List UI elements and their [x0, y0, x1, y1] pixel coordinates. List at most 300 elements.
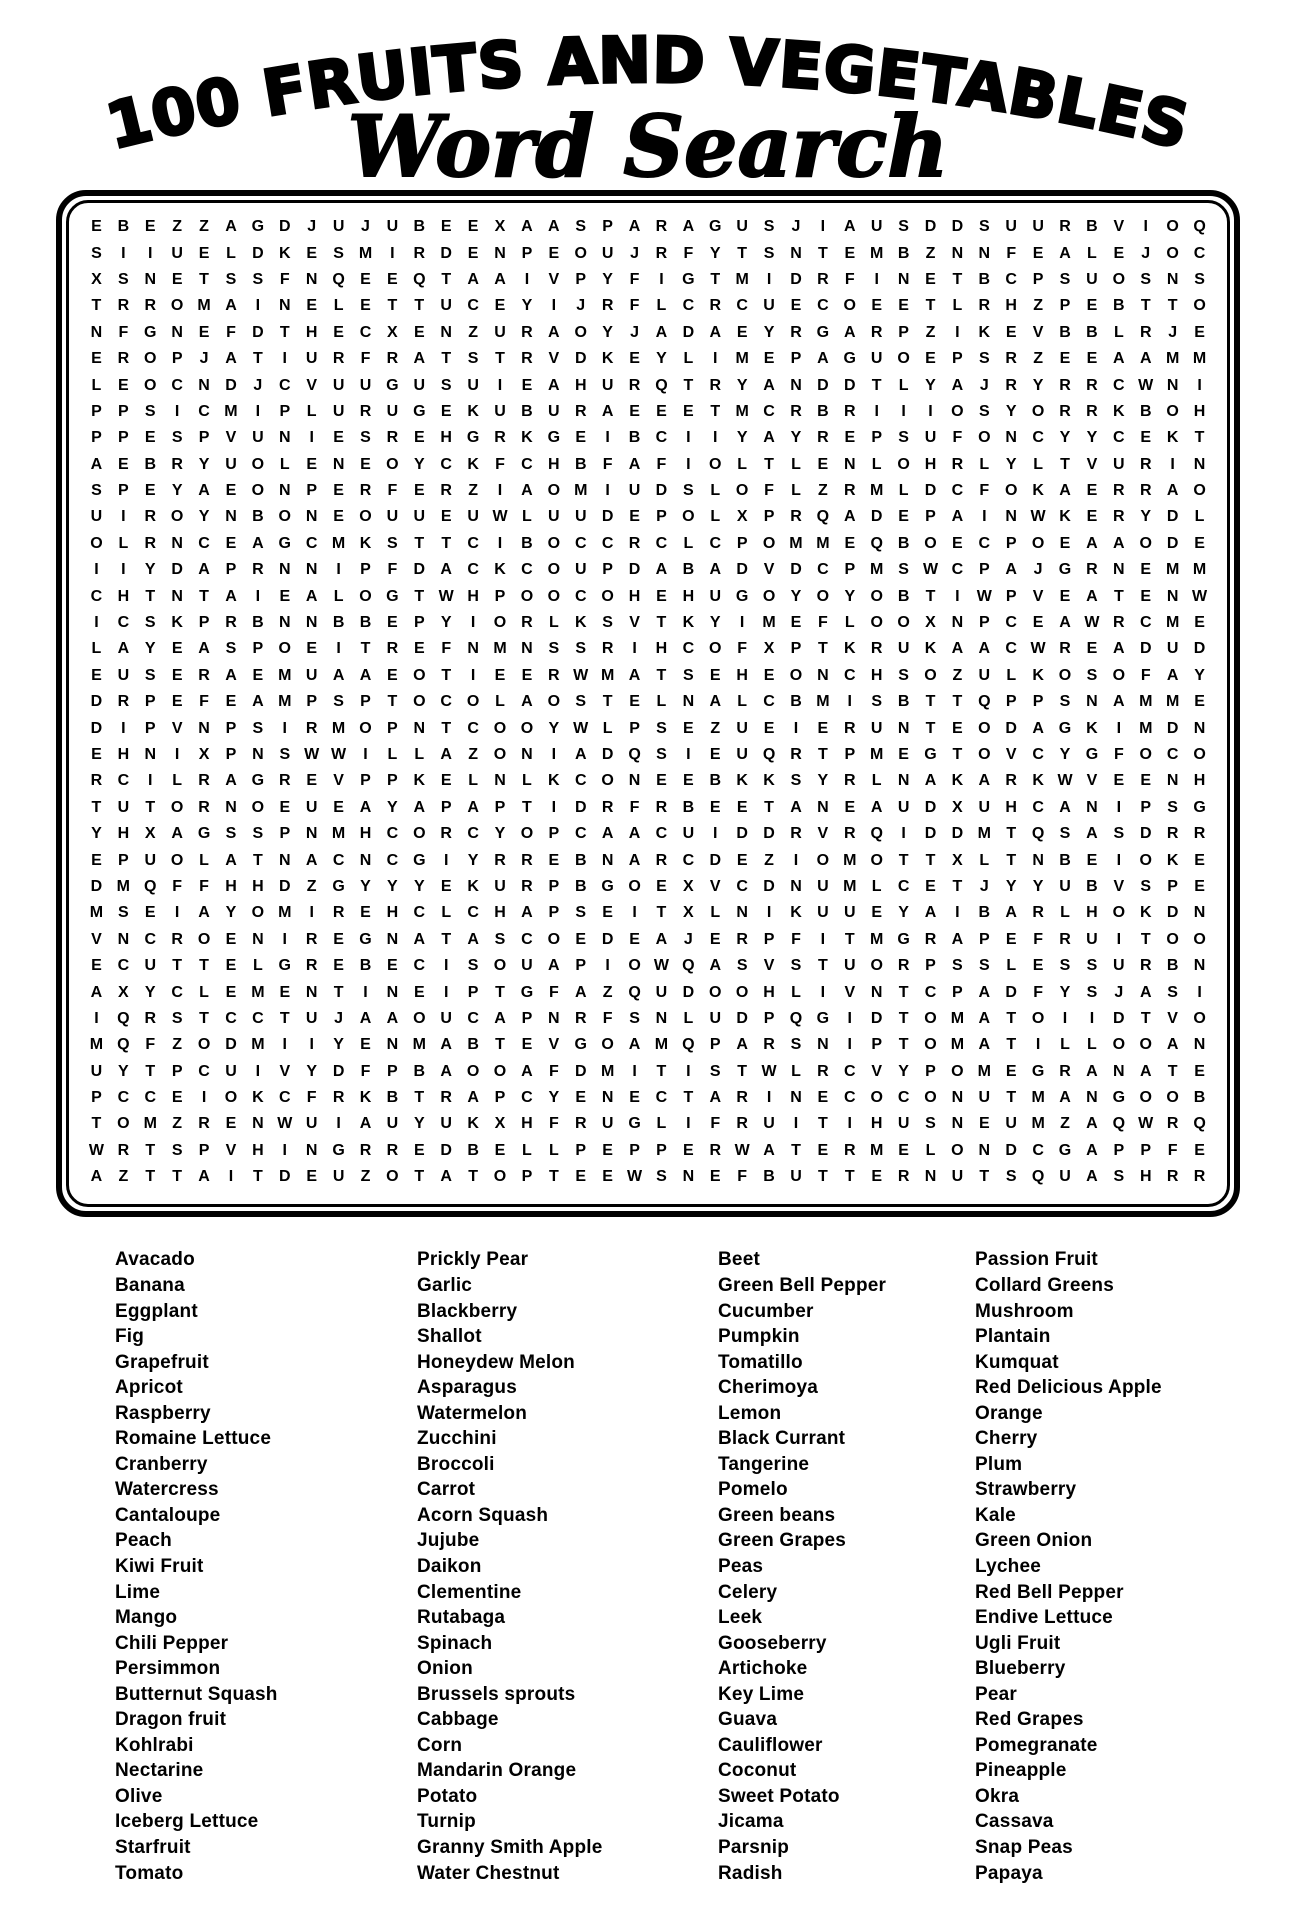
- grid-cell[interactable]: L: [522, 772, 532, 790]
- grid-cell[interactable]: E: [1086, 640, 1098, 658]
- grid-cell[interactable]: K: [924, 640, 937, 658]
- grid-cell[interactable]: O: [978, 746, 991, 763]
- grid-cell[interactable]: T: [414, 534, 425, 552]
- grid-cell[interactable]: E: [629, 1089, 640, 1107]
- grid-cell[interactable]: J: [1033, 561, 1043, 579]
- grid-cell[interactable]: G: [278, 534, 291, 552]
- grid-cell[interactable]: A: [655, 930, 668, 948]
- grid-cell[interactable]: C: [924, 983, 937, 1001]
- grid-cell[interactable]: E: [817, 455, 829, 473]
- grid-cell[interactable]: C: [655, 429, 668, 447]
- grid-cell[interactable]: B: [682, 798, 695, 816]
- grid-cell[interactable]: G: [1058, 561, 1072, 579]
- grid-cell[interactable]: E: [306, 297, 318, 315]
- grid-cell[interactable]: I: [901, 825, 906, 843]
- grid-cell[interactable]: C: [682, 297, 695, 315]
- grid-cell[interactable]: R: [601, 798, 614, 816]
- grid-cell[interactable]: V: [548, 350, 560, 368]
- grid-cell[interactable]: A: [359, 1009, 372, 1027]
- grid-cell[interactable]: H: [440, 429, 452, 447]
- grid-cell[interactable]: Q: [1031, 825, 1045, 843]
- grid-cell[interactable]: R: [655, 244, 668, 262]
- grid-cell[interactable]: U: [870, 719, 883, 737]
- grid-cell[interactable]: A: [574, 746, 587, 763]
- grid-cell[interactable]: I: [470, 614, 476, 632]
- grid-cell[interactable]: U: [144, 957, 157, 975]
- grid-cell[interactable]: L: [91, 376, 102, 394]
- grid-cell[interactable]: Y: [602, 270, 613, 288]
- grid-cell[interactable]: W: [1191, 587, 1208, 605]
- grid-cell[interactable]: V: [817, 825, 829, 843]
- grid-cell[interactable]: A: [413, 930, 426, 948]
- grid-cell[interactable]: F: [737, 1168, 748, 1186]
- grid-cell[interactable]: D: [736, 1009, 748, 1027]
- grid-cell[interactable]: B: [252, 614, 264, 632]
- grid-cell[interactable]: T: [1140, 930, 1151, 948]
- grid-cell[interactable]: A: [574, 983, 587, 1001]
- grid-cell[interactable]: H: [225, 877, 237, 895]
- grid-cell[interactable]: R: [1059, 640, 1071, 658]
- grid-cell[interactable]: R: [386, 1141, 399, 1159]
- grid-cell[interactable]: V: [306, 376, 318, 394]
- grid-cell[interactable]: T: [979, 1168, 990, 1186]
- grid-cell[interactable]: W: [88, 1141, 104, 1159]
- grid-cell[interactable]: O: [251, 455, 265, 473]
- grid-cell[interactable]: P: [91, 402, 102, 420]
- grid-cell[interactable]: Z: [1060, 1115, 1070, 1133]
- grid-cell[interactable]: I: [1197, 983, 1202, 1001]
- grid-cell[interactable]: L: [737, 455, 748, 473]
- grid-cell[interactable]: C: [198, 534, 210, 552]
- grid-cell[interactable]: R: [198, 798, 210, 816]
- grid-cell[interactable]: T: [656, 904, 667, 922]
- grid-cell[interactable]: U: [736, 218, 748, 236]
- grid-cell[interactable]: A: [709, 957, 722, 975]
- grid-cell[interactable]: O: [601, 1036, 614, 1054]
- grid-cell[interactable]: Q: [789, 1009, 803, 1027]
- grid-cell[interactable]: C: [1139, 614, 1152, 632]
- grid-cell[interactable]: W: [492, 508, 508, 526]
- grid-cell[interactable]: A: [709, 561, 722, 579]
- grid-cell[interactable]: N: [144, 270, 157, 288]
- grid-cell[interactable]: R: [225, 614, 237, 632]
- grid-cell[interactable]: U: [413, 376, 426, 394]
- grid-cell[interactable]: L: [548, 1141, 559, 1159]
- grid-cell[interactable]: L: [118, 534, 129, 552]
- grid-cell[interactable]: L: [252, 957, 263, 975]
- grid-cell[interactable]: H: [252, 1141, 264, 1159]
- grid-cell[interactable]: T: [414, 297, 425, 315]
- grid-cell[interactable]: B: [897, 587, 910, 605]
- grid-cell[interactable]: F: [952, 429, 963, 447]
- grid-cell[interactable]: D: [1005, 1141, 1017, 1159]
- grid-cell[interactable]: N: [279, 851, 291, 869]
- grid-cell[interactable]: N: [1005, 429, 1017, 447]
- grid-cell[interactable]: P: [575, 1141, 587, 1159]
- grid-cell[interactable]: I: [201, 1089, 207, 1107]
- grid-cell[interactable]: P: [1113, 1141, 1125, 1159]
- grid-cell[interactable]: Y: [736, 376, 748, 394]
- grid-cell[interactable]: F: [1033, 930, 1043, 948]
- grid-cell[interactable]: M: [1165, 614, 1180, 632]
- grid-cell[interactable]: C: [198, 402, 210, 420]
- grid-cell[interactable]: E: [1194, 851, 1205, 869]
- grid-cell[interactable]: T: [925, 587, 936, 605]
- grid-cell[interactable]: O: [924, 666, 937, 684]
- grid-cell[interactable]: P: [548, 877, 560, 895]
- grid-cell[interactable]: T: [656, 614, 667, 632]
- grid-cell[interactable]: A: [1059, 798, 1071, 816]
- grid-cell[interactable]: E: [629, 693, 640, 711]
- grid-cell[interactable]: A: [628, 666, 641, 684]
- grid-cell[interactable]: A: [521, 482, 533, 500]
- grid-cell[interactable]: S: [171, 429, 183, 447]
- grid-cell[interactable]: S: [952, 957, 963, 975]
- grid-cell[interactable]: S: [144, 666, 156, 684]
- grid-cell[interactable]: M: [870, 746, 884, 763]
- grid-cell[interactable]: W: [734, 1141, 750, 1159]
- grid-cell[interactable]: Q: [1031, 1168, 1045, 1186]
- grid-cell[interactable]: N: [171, 534, 183, 552]
- grid-cell[interactable]: P: [978, 614, 990, 632]
- grid-cell[interactable]: X: [763, 640, 775, 658]
- grid-cell[interactable]: F: [602, 1009, 613, 1027]
- grid-cell[interactable]: N: [305, 561, 318, 579]
- grid-cell[interactable]: P: [144, 693, 156, 711]
- grid-cell[interactable]: A: [1166, 666, 1179, 684]
- grid-cell[interactable]: T: [602, 693, 613, 711]
- grid-cell[interactable]: U: [386, 508, 399, 526]
- grid-cell[interactable]: D: [225, 1036, 237, 1054]
- grid-cell[interactable]: A: [870, 798, 883, 816]
- grid-cell[interactable]: I: [148, 244, 153, 262]
- grid-cell[interactable]: L: [791, 983, 801, 1001]
- grid-cell[interactable]: O: [493, 719, 507, 737]
- grid-cell[interactable]: K: [682, 614, 695, 632]
- grid-cell[interactable]: O: [1139, 1089, 1152, 1107]
- grid-cell[interactable]: R: [144, 297, 157, 315]
- grid-cell[interactable]: E: [683, 1141, 694, 1159]
- grid-cell[interactable]: O: [144, 376, 157, 394]
- grid-cell[interactable]: O: [224, 1089, 238, 1107]
- grid-cell[interactable]: T: [791, 1141, 801, 1159]
- grid-cell[interactable]: E: [387, 666, 398, 684]
- grid-cell[interactable]: C: [521, 561, 533, 579]
- grid-cell[interactable]: M: [412, 1036, 426, 1054]
- grid-cell[interactable]: A: [117, 640, 130, 658]
- grid-cell[interactable]: R: [305, 719, 318, 737]
- grid-cell[interactable]: R: [1113, 482, 1125, 500]
- grid-cell[interactable]: Y: [898, 904, 909, 922]
- grid-cell[interactable]: E: [171, 270, 183, 288]
- grid-cell[interactable]: S: [171, 1009, 183, 1027]
- grid-cell[interactable]: I: [363, 983, 368, 1001]
- grid-cell[interactable]: S: [656, 746, 667, 763]
- grid-cell[interactable]: N: [252, 930, 264, 948]
- grid-cell[interactable]: P: [198, 429, 210, 447]
- grid-cell[interactable]: F: [844, 270, 855, 288]
- grid-cell[interactable]: A: [817, 350, 829, 368]
- grid-cell[interactable]: W: [922, 561, 939, 579]
- grid-cell[interactable]: C: [951, 561, 964, 579]
- grid-cell[interactable]: I: [686, 746, 691, 763]
- grid-cell[interactable]: U: [386, 1115, 399, 1133]
- grid-cell[interactable]: A: [521, 1062, 533, 1080]
- grid-cell[interactable]: M: [89, 904, 104, 922]
- grid-cell[interactable]: D: [252, 244, 264, 262]
- grid-cell[interactable]: A: [494, 1009, 506, 1027]
- grid-cell[interactable]: I: [282, 1036, 287, 1054]
- grid-cell[interactable]: V: [225, 1141, 237, 1159]
- grid-cell[interactable]: P: [118, 402, 129, 420]
- grid-cell[interactable]: A: [198, 482, 210, 500]
- grid-cell[interactable]: F: [495, 455, 505, 473]
- grid-cell[interactable]: W: [1138, 1115, 1154, 1133]
- grid-cell[interactable]: T: [656, 666, 667, 684]
- grid-cell[interactable]: O: [1139, 746, 1152, 763]
- grid-cell[interactable]: B: [521, 402, 533, 420]
- grid-cell[interactable]: C: [467, 297, 479, 315]
- grid-cell[interactable]: D: [90, 693, 103, 711]
- grid-cell[interactable]: R: [521, 877, 533, 895]
- grid-cell[interactable]: V: [171, 719, 183, 737]
- grid-cell[interactable]: A: [1005, 561, 1017, 579]
- grid-cell[interactable]: U: [332, 1168, 345, 1186]
- grid-cell[interactable]: R: [279, 772, 291, 790]
- grid-cell[interactable]: L: [1033, 455, 1043, 473]
- grid-cell[interactable]: W: [277, 1115, 293, 1133]
- grid-cell[interactable]: B: [1059, 323, 1071, 341]
- grid-cell[interactable]: Y: [1005, 877, 1017, 895]
- grid-cell[interactable]: R: [790, 508, 802, 526]
- grid-cell[interactable]: E: [171, 1089, 183, 1107]
- grid-cell[interactable]: A: [628, 218, 641, 236]
- grid-cell[interactable]: U: [1005, 218, 1017, 236]
- grid-cell[interactable]: C: [467, 1009, 479, 1027]
- grid-cell[interactable]: T: [414, 1089, 425, 1107]
- grid-cell[interactable]: G: [251, 772, 265, 790]
- grid-cell[interactable]: N: [521, 746, 533, 763]
- grid-cell[interactable]: A: [548, 218, 560, 236]
- grid-cell[interactable]: E: [494, 666, 506, 684]
- grid-cell[interactable]: E: [1086, 482, 1098, 500]
- grid-cell[interactable]: A: [628, 825, 641, 843]
- grid-cell[interactable]: F: [629, 798, 640, 816]
- grid-cell[interactable]: I: [605, 482, 610, 500]
- grid-cell[interactable]: R: [198, 772, 210, 790]
- grid-cell[interactable]: L: [1006, 666, 1017, 684]
- grid-cell[interactable]: O: [1112, 270, 1126, 288]
- grid-cell[interactable]: D: [1139, 825, 1152, 843]
- grid-cell[interactable]: I: [255, 587, 261, 605]
- grid-cell[interactable]: P: [387, 1062, 398, 1080]
- grid-cell[interactable]: A: [440, 561, 452, 579]
- grid-cell[interactable]: C: [709, 534, 722, 552]
- grid-cell[interactable]: A: [305, 851, 318, 869]
- grid-cell[interactable]: O: [978, 429, 991, 447]
- grid-cell[interactable]: E: [413, 429, 425, 447]
- grid-cell[interactable]: I: [632, 640, 637, 658]
- grid-cell[interactable]: O: [870, 614, 883, 632]
- grid-cell[interactable]: A: [198, 904, 210, 922]
- grid-cell[interactable]: R: [144, 534, 157, 552]
- grid-cell[interactable]: Z: [118, 1168, 129, 1186]
- grid-cell[interactable]: E: [1140, 429, 1152, 447]
- grid-cell[interactable]: Y: [790, 429, 802, 447]
- grid-cell[interactable]: E: [1005, 930, 1017, 948]
- grid-cell[interactable]: V: [1113, 218, 1125, 236]
- grid-cell[interactable]: N: [198, 376, 210, 394]
- grid-cell[interactable]: E: [656, 772, 667, 790]
- grid-cell[interactable]: O: [924, 1036, 937, 1054]
- grid-cell[interactable]: A: [763, 376, 775, 394]
- grid-cell[interactable]: U: [386, 218, 399, 236]
- grid-cell[interactable]: N: [682, 1168, 695, 1186]
- grid-cell[interactable]: P: [1005, 587, 1017, 605]
- grid-cell[interactable]: P: [144, 719, 156, 737]
- grid-cell[interactable]: V: [763, 561, 775, 579]
- grid-cell[interactable]: E: [602, 1168, 613, 1186]
- grid-cell[interactable]: U: [817, 904, 829, 922]
- grid-cell[interactable]: B: [332, 614, 345, 632]
- grid-cell[interactable]: Y: [118, 1062, 129, 1080]
- grid-cell[interactable]: N: [359, 851, 372, 869]
- grid-cell[interactable]: G: [843, 350, 856, 368]
- grid-cell[interactable]: Y: [360, 877, 371, 895]
- grid-cell[interactable]: R: [117, 350, 130, 368]
- grid-cell[interactable]: D: [601, 746, 614, 763]
- grid-cell[interactable]: Y: [656, 350, 667, 368]
- grid-cell[interactable]: I: [497, 482, 503, 500]
- grid-cell[interactable]: E: [1113, 244, 1125, 262]
- grid-cell[interactable]: P: [1059, 297, 1071, 315]
- grid-cell[interactable]: U: [332, 402, 345, 420]
- grid-cell[interactable]: U: [305, 666, 318, 684]
- grid-cell[interactable]: E: [548, 851, 560, 869]
- grid-cell[interactable]: I: [551, 798, 557, 816]
- grid-cell[interactable]: I: [309, 1036, 314, 1054]
- grid-cell[interactable]: F: [387, 561, 398, 579]
- grid-cell[interactable]: N: [897, 772, 910, 790]
- grid-cell[interactable]: P: [1140, 798, 1152, 816]
- grid-cell[interactable]: T: [199, 270, 209, 288]
- grid-cell[interactable]: Q: [816, 508, 830, 526]
- grid-cell[interactable]: R: [1005, 376, 1017, 394]
- grid-cell[interactable]: R: [1059, 1062, 1071, 1080]
- grid-cell[interactable]: C: [574, 825, 587, 843]
- grid-cell[interactable]: M: [1165, 350, 1180, 368]
- grid-cell[interactable]: T: [817, 1115, 828, 1133]
- grid-cell[interactable]: Y: [225, 904, 237, 922]
- grid-cell[interactable]: S: [225, 825, 237, 843]
- grid-cell[interactable]: N: [494, 244, 506, 262]
- grid-cell[interactable]: L: [791, 455, 801, 473]
- grid-cell[interactable]: E: [871, 904, 883, 922]
- grid-cell[interactable]: B: [574, 851, 587, 869]
- grid-cell[interactable]: I: [982, 508, 987, 526]
- grid-cell[interactable]: D: [1166, 719, 1179, 737]
- grid-cell[interactable]: G: [816, 1009, 830, 1027]
- grid-cell[interactable]: A: [225, 851, 237, 869]
- grid-cell[interactable]: E: [898, 297, 909, 315]
- grid-cell[interactable]: L: [441, 904, 452, 922]
- grid-cell[interactable]: D: [440, 244, 452, 262]
- grid-cell[interactable]: I: [686, 429, 691, 447]
- grid-cell[interactable]: F: [629, 297, 640, 315]
- grid-cell[interactable]: U: [305, 1009, 318, 1027]
- grid-cell[interactable]: E: [333, 930, 344, 948]
- grid-cell[interactable]: T: [1006, 1009, 1017, 1027]
- grid-cell[interactable]: N: [817, 1036, 829, 1054]
- grid-cell[interactable]: P: [494, 798, 506, 816]
- grid-cell[interactable]: E: [1032, 244, 1044, 262]
- grid-cell[interactable]: L: [844, 614, 855, 632]
- grid-cell[interactable]: R: [790, 825, 802, 843]
- grid-cell[interactable]: N: [225, 508, 237, 526]
- grid-cell[interactable]: N: [332, 455, 345, 473]
- grid-cell[interactable]: A: [978, 772, 991, 790]
- grid-cell[interactable]: X: [683, 877, 694, 895]
- grid-cell[interactable]: T: [1006, 1089, 1017, 1107]
- grid-cell[interactable]: P: [387, 719, 398, 737]
- grid-cell[interactable]: S: [1167, 983, 1178, 1001]
- grid-cell[interactable]: I: [820, 930, 826, 948]
- grid-cell[interactable]: E: [1005, 323, 1017, 341]
- grid-cell[interactable]: R: [117, 1141, 130, 1159]
- grid-cell[interactable]: W: [304, 746, 320, 763]
- grid-cell[interactable]: V: [91, 930, 102, 948]
- grid-cell[interactable]: U: [601, 1115, 614, 1133]
- grid-cell[interactable]: E: [575, 930, 587, 948]
- grid-cell[interactable]: C: [1113, 429, 1125, 447]
- grid-cell[interactable]: K: [1113, 402, 1125, 420]
- grid-cell[interactable]: N: [1193, 455, 1206, 473]
- grid-cell[interactable]: I: [1035, 1036, 1041, 1054]
- grid-cell[interactable]: C: [1032, 798, 1044, 816]
- grid-cell[interactable]: C: [682, 851, 695, 869]
- grid-cell[interactable]: A: [978, 1009, 991, 1027]
- grid-cell[interactable]: F: [979, 482, 990, 500]
- grid-cell[interactable]: K: [1059, 508, 1071, 526]
- grid-cell[interactable]: E: [656, 402, 667, 420]
- grid-cell[interactable]: E: [683, 772, 694, 790]
- grid-cell[interactable]: R: [332, 350, 345, 368]
- grid-cell[interactable]: E: [1140, 561, 1152, 579]
- grid-cell[interactable]: O: [924, 1089, 937, 1107]
- grid-cell[interactable]: R: [1113, 614, 1125, 632]
- grid-cell[interactable]: Y: [198, 455, 210, 473]
- grid-cell[interactable]: P: [1140, 1141, 1152, 1159]
- grid-cell[interactable]: C: [117, 614, 130, 632]
- grid-cell[interactable]: H: [386, 904, 399, 922]
- grid-cell[interactable]: M: [735, 350, 749, 368]
- grid-cell[interactable]: T: [1167, 1062, 1178, 1080]
- grid-cell[interactable]: O: [924, 1009, 937, 1027]
- grid-cell[interactable]: C: [225, 1009, 237, 1027]
- grid-cell[interactable]: T: [1140, 1009, 1151, 1027]
- grid-cell[interactable]: E: [1086, 297, 1098, 315]
- grid-cell[interactable]: C: [440, 455, 452, 473]
- grid-cell[interactable]: S: [144, 614, 156, 632]
- grid-cell[interactable]: H: [305, 323, 318, 341]
- grid-cell[interactable]: A: [655, 323, 668, 341]
- grid-cell[interactable]: P: [736, 534, 748, 552]
- grid-cell[interactable]: I: [605, 957, 610, 975]
- grid-cell[interactable]: G: [628, 1115, 641, 1133]
- grid-cell[interactable]: W: [976, 587, 992, 605]
- grid-cell[interactable]: A: [548, 957, 560, 975]
- grid-cell[interactable]: S: [1140, 270, 1152, 288]
